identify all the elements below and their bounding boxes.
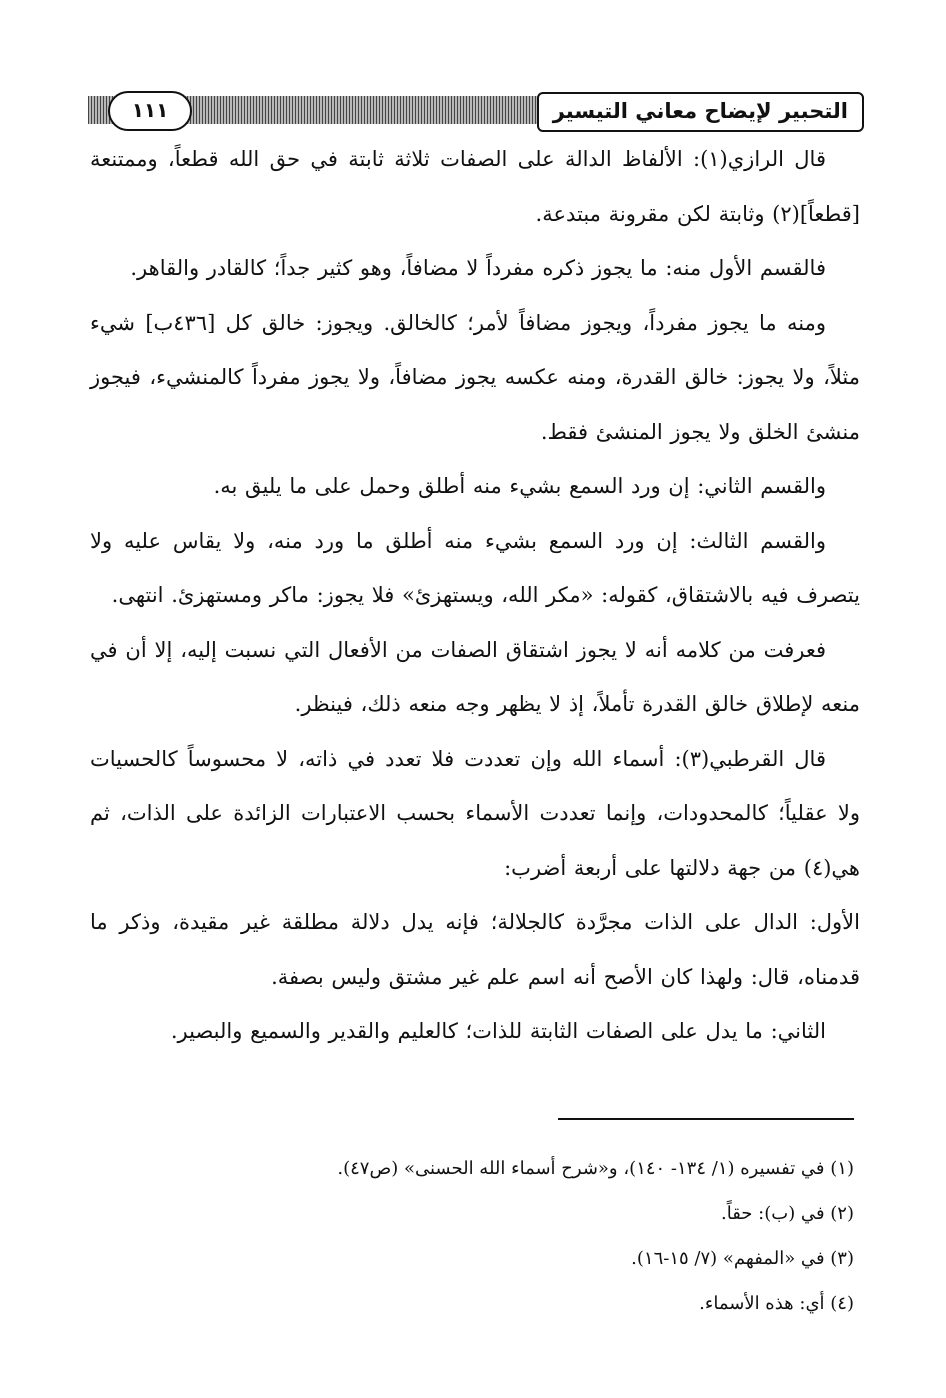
paragraph: الثاني: ما يدل على الصفات الثابتة للذات؛ كالعليم والقدير والسميع والبصير.: [170, 1019, 826, 1043]
page-number: ١١١: [108, 91, 192, 131]
footnote: (١) في تفسيره (١/ ١٣٤- ١٤٠)، و«شرح أسماء الله الحسنى» (ص٤٧).: [337, 1158, 854, 1179]
footnote: (٣) في «المفهم» (٧/ ١٥-١٦).: [631, 1248, 854, 1269]
footnote: (٤) أي: هذه الأسماء.: [699, 1293, 854, 1314]
footnotes: [90, 1146, 854, 1326]
paragraph: فالقسم الأول منه: ما يجوز ذكره مفرداً لا مضافاً، وهو كثير جداً؛ كالقادر والقاهر.: [130, 256, 826, 280]
paragraph: فعرفت من كلامه أنه لا يجوز اشتقاق الصفات من الأفعال التي نسبت إليه، إلا أن في منعه لإطلاق خالق القدرة تأملاً، إذ لا يظهر وجه منعه ذلك، فينظر.: [90, 637, 860, 716]
main-text: [90, 132, 860, 1059]
paragraph: قال القرطبي(٣): أسماء الله وإن تعددت فلا تعدد في ذاته، لا محسوساً كالحسيات ولا عقلياً؛ كالمحدودات، وإنما تعددت الأسماء بحسب الاعتبارات الزائدة على الذات، ثم هي(٤) من جهة دلالتها على أربعة أضرب:: [90, 746, 860, 880]
paragraph: والقسم الثاني: إن ورد السمع بشيء منه أطلق وحمل على ما يليق به.: [213, 474, 826, 498]
footnote: (٢) في (ب): حقاً.: [721, 1203, 854, 1224]
paragraph: ومنه ما يجوز مفرداً، ويجوز مضافاً لأمر؛ كالخالق. ويجوز: خالق كل [٤٣٦ب] شيء مثلاً، ولا يجوز: خالق القدرة، ومنه عكسه يجوز مضافاً، ولا يجوز مفرداً كالمنشيء، فيجوز منشئ الخلق ولا يجوز المنشئ فقط.: [90, 310, 860, 444]
paragraph: والقسم الثالث: إن ورد السمع بشيء منه أطلق ما ورد منه، ولا يقاس عليه ولا يتصرف فيه بالاشتقاق، كقوله: «مكر الله، ويستهزئ» فلا يجوز: ماكر ومستهزئ. انتهى.: [90, 528, 860, 607]
book-title: التحبير لإيضاح معاني التيسير: [537, 92, 864, 132]
paragraph: الأول: الدال على الذات مجرَّدة كالجلالة؛ فإنه يدل دلالة مطلقة غير مقيدة، وذكر ما قدمناه، قال: ولهذا كان الأصح أنه اسم علم غير مشتق وليس بصفة.: [90, 910, 860, 989]
footnote-separator: [558, 1118, 854, 1120]
paragraph: قال الرازي(١): الألفاظ الدالة على الصفات ثلاثة ثابتة في حق الله قطعاً، وممتنعة [قطعاً](٢) وثابتة لكن مقرونة مبتدعة.: [90, 147, 860, 226]
